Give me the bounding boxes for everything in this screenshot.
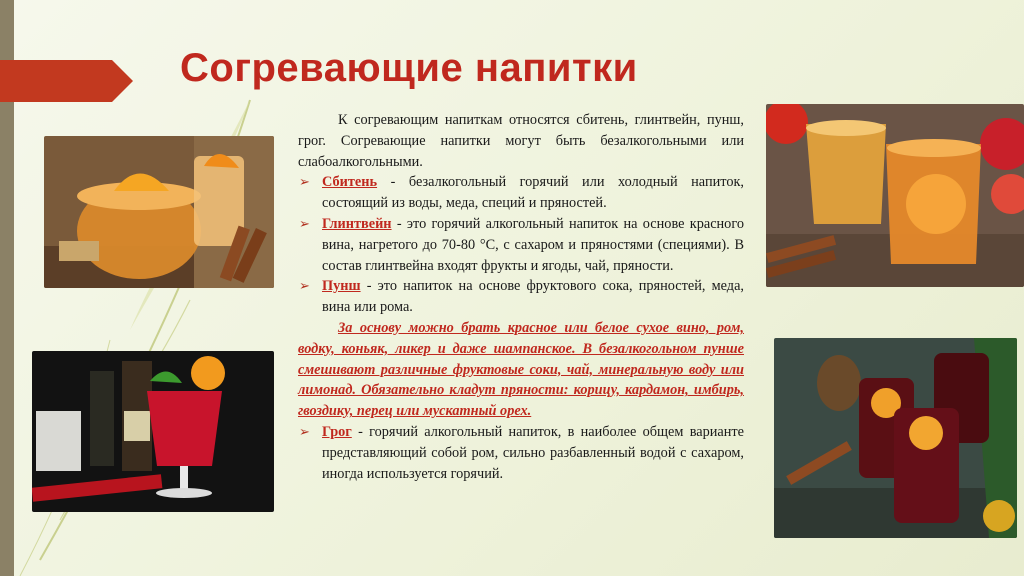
intro-paragraph: К согревающим напиткам относятся сбитень, глинтвейн, пунш, грог. Согревающие напитки могут быть безалкогольными или слабоалкогольными. xyxy=(298,112,744,170)
term-punsh: Пунш xyxy=(322,278,361,295)
list-item-grog xyxy=(298,422,744,484)
arrow-bullet-icon: ➢ xyxy=(299,174,310,190)
list-item-glintvein xyxy=(298,214,744,276)
definition-sbiten: - безалкогольный горячий или холодный напиток, состоящий из воды, меда, специй и пряностей. xyxy=(322,174,744,212)
arrow-bullet-icon: ➢ xyxy=(299,278,310,294)
main-text xyxy=(298,110,744,484)
list-item-sbiten xyxy=(298,172,744,214)
photo-mulled-wine-glasses xyxy=(774,338,1017,538)
term-sbiten: Сбитень xyxy=(322,174,378,191)
punch-note-text: За основу можно брать красное или белое сухое вино, ром, водку, коньяк, ликер и даже шампанское. В безалкогольном пунше смешивают различные фруктовые соки, чай, минеральную воду или лимонад. Обязательно кладут пряности: корицу, кардамон, имбирь, гвоздику, перец или мускатный орех. xyxy=(298,319,744,420)
title-arrow-icon xyxy=(0,60,133,102)
photo-mulled-wine-orange xyxy=(766,104,1024,287)
punch-note xyxy=(298,318,744,422)
definition-punsh: - это напиток на основе фруктового сока, пряностей, меда, вина или рома. xyxy=(322,278,744,316)
term-grog: Грог xyxy=(322,423,352,440)
term-glintvein: Глинтвейн xyxy=(322,215,392,232)
list-item-punsh xyxy=(298,276,744,318)
photo-tea-with-orange xyxy=(44,136,274,288)
arrow-bullet-icon: ➢ xyxy=(299,215,310,231)
definition-grog: - горячий алкогольный напиток, в наиболее общем варианте представляющий собой ром, сильно разбавленный водой с сахаром, иногда используется горячий. xyxy=(322,423,744,482)
page-title: Согревающие напитки xyxy=(180,46,638,90)
definition-glintvein: - это горячий алкогольный напиток на основе красного вина, нагретого до 70-80 °С, с сахаром и пряностями (специями). В состав глинтвейна входят фрукты и ягоды, чай, пряности. xyxy=(322,215,744,274)
arrow-bullet-icon: ➢ xyxy=(299,423,310,439)
photo-red-punch xyxy=(32,351,274,512)
